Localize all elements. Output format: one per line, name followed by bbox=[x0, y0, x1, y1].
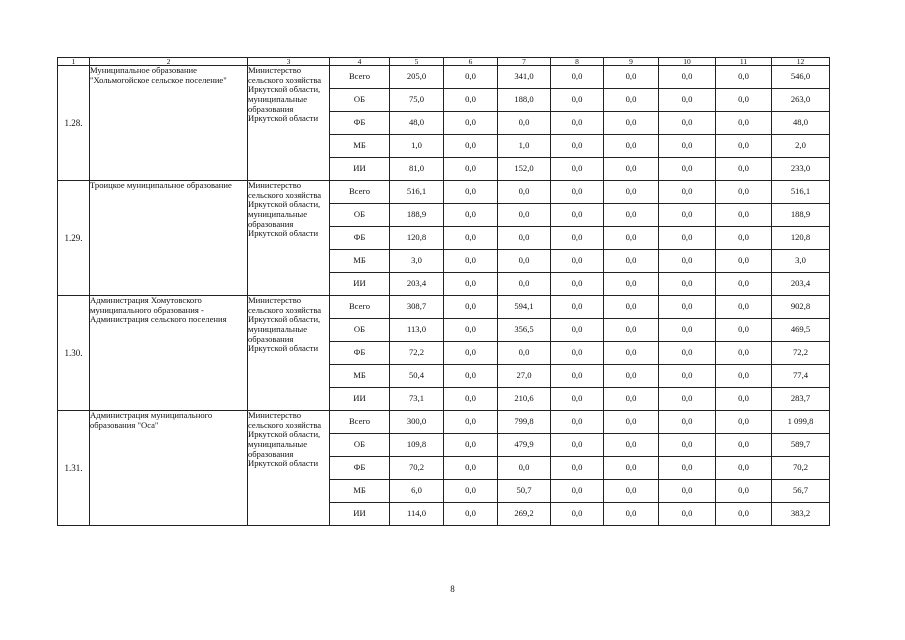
value-cell: 152,0 bbox=[498, 158, 551, 181]
value-cell: 2,0 bbox=[772, 135, 830, 158]
value-cell: 0,0 bbox=[551, 388, 604, 411]
value-cell: 0,0 bbox=[444, 135, 498, 158]
value-cell: 0,0 bbox=[498, 204, 551, 227]
value-cell: 0,0 bbox=[659, 66, 716, 89]
value-cell: 0,0 bbox=[716, 365, 772, 388]
value-cell: 0,0 bbox=[716, 181, 772, 204]
value-cell: 308,7 bbox=[390, 296, 444, 319]
value-cell: 188,0 bbox=[498, 89, 551, 112]
value-cell: 0,0 bbox=[498, 273, 551, 296]
value-cell: 0,0 bbox=[604, 181, 659, 204]
value-cell: 0,0 bbox=[604, 135, 659, 158]
value-cell: 0,0 bbox=[659, 319, 716, 342]
value-cell: 0,0 bbox=[659, 411, 716, 434]
value-cell: 0,0 bbox=[659, 365, 716, 388]
value-cell: 0,0 bbox=[716, 158, 772, 181]
funding-source-label: Всего bbox=[330, 181, 390, 204]
municipality-name: Администрация муниципального образования "Оса" bbox=[90, 411, 248, 526]
value-cell: 0,0 bbox=[659, 227, 716, 250]
value-cell: 0,0 bbox=[444, 204, 498, 227]
value-cell: 73,1 bbox=[390, 388, 444, 411]
value-cell: 0,0 bbox=[659, 273, 716, 296]
value-cell: 0,0 bbox=[551, 457, 604, 480]
value-cell: 0,0 bbox=[659, 503, 716, 526]
value-cell: 48,0 bbox=[772, 112, 830, 135]
value-cell: 0,0 bbox=[716, 388, 772, 411]
value-cell: 0,0 bbox=[551, 135, 604, 158]
funding-source-label: ФБ bbox=[330, 227, 390, 250]
value-cell: 120,8 bbox=[772, 227, 830, 250]
funding-source-label: Всего bbox=[330, 296, 390, 319]
value-cell: 0,0 bbox=[444, 480, 498, 503]
value-cell: 0,0 bbox=[498, 250, 551, 273]
value-cell: 0,0 bbox=[659, 342, 716, 365]
value-cell: 383,2 bbox=[772, 503, 830, 526]
value-cell: 188,9 bbox=[772, 204, 830, 227]
funding-source-label: ФБ bbox=[330, 457, 390, 480]
column-number-row bbox=[58, 58, 830, 66]
value-cell: 203,4 bbox=[390, 273, 444, 296]
value-cell: 0,0 bbox=[716, 273, 772, 296]
value-cell: 0,0 bbox=[604, 434, 659, 457]
table-row bbox=[58, 181, 830, 204]
value-cell: 27,0 bbox=[498, 365, 551, 388]
funding-source-label: ИИ bbox=[330, 158, 390, 181]
value-cell: 109,8 bbox=[390, 434, 444, 457]
column-number: 1 bbox=[58, 58, 90, 66]
column-number: 3 bbox=[248, 58, 330, 66]
column-number: 6 bbox=[444, 58, 498, 66]
value-cell: 0,0 bbox=[604, 503, 659, 526]
value-cell: 0,0 bbox=[551, 411, 604, 434]
value-cell: 0,0 bbox=[659, 158, 716, 181]
value-cell: 0,0 bbox=[444, 181, 498, 204]
value-cell: 3,0 bbox=[772, 250, 830, 273]
value-cell: 0,0 bbox=[604, 457, 659, 480]
executor-name: Министерство сельского хозяйства Иркутской области, муниципальные образования Иркутской области bbox=[248, 181, 330, 296]
funding-source-label: ОБ bbox=[330, 319, 390, 342]
value-cell: 0,0 bbox=[444, 319, 498, 342]
value-cell: 72,2 bbox=[772, 342, 830, 365]
value-cell: 0,0 bbox=[604, 388, 659, 411]
value-cell: 0,0 bbox=[551, 342, 604, 365]
value-cell: 0,0 bbox=[604, 89, 659, 112]
item-code: 1.31. bbox=[58, 411, 90, 526]
value-cell: 233,0 bbox=[772, 158, 830, 181]
value-cell: 0,0 bbox=[604, 158, 659, 181]
value-cell: 0,0 bbox=[551, 181, 604, 204]
value-cell: 0,0 bbox=[444, 158, 498, 181]
value-cell: 0,0 bbox=[604, 319, 659, 342]
value-cell: 3,0 bbox=[390, 250, 444, 273]
funding-source-label: ОБ bbox=[330, 204, 390, 227]
value-cell: 0,0 bbox=[444, 457, 498, 480]
column-number: 8 bbox=[551, 58, 604, 66]
value-cell: 300,0 bbox=[390, 411, 444, 434]
column-number: 10 bbox=[659, 58, 716, 66]
municipality-name: Муниципальное образование "Хольмогойское сельское поселение" bbox=[90, 66, 248, 181]
value-cell: 0,0 bbox=[659, 181, 716, 204]
value-cell: 0,0 bbox=[604, 227, 659, 250]
value-cell: 0,0 bbox=[659, 112, 716, 135]
value-cell: 0,0 bbox=[444, 388, 498, 411]
value-cell: 50,7 bbox=[498, 480, 551, 503]
value-cell: 263,0 bbox=[772, 89, 830, 112]
value-cell: 0,0 bbox=[444, 503, 498, 526]
value-cell: 0,0 bbox=[716, 480, 772, 503]
value-cell: 114,0 bbox=[390, 503, 444, 526]
value-cell: 70,2 bbox=[390, 457, 444, 480]
page-number: 8 bbox=[450, 584, 455, 594]
value-cell: 0,0 bbox=[659, 480, 716, 503]
item-code: 1.30. bbox=[58, 296, 90, 411]
value-cell: 0,0 bbox=[444, 250, 498, 273]
value-cell: 0,0 bbox=[716, 503, 772, 526]
value-cell: 203,4 bbox=[772, 273, 830, 296]
value-cell: 902,8 bbox=[772, 296, 830, 319]
value-cell: 56,7 bbox=[772, 480, 830, 503]
value-cell: 0,0 bbox=[444, 342, 498, 365]
value-cell: 0,0 bbox=[716, 250, 772, 273]
value-cell: 0,0 bbox=[551, 227, 604, 250]
table-row bbox=[58, 296, 830, 319]
table-row bbox=[58, 411, 830, 434]
column-number: 12 bbox=[772, 58, 830, 66]
value-cell: 0,0 bbox=[716, 89, 772, 112]
value-cell: 1,0 bbox=[390, 135, 444, 158]
value-cell: 0,0 bbox=[498, 181, 551, 204]
value-cell: 341,0 bbox=[498, 66, 551, 89]
value-cell: 0,0 bbox=[444, 112, 498, 135]
value-cell: 1 099,8 bbox=[772, 411, 830, 434]
value-cell: 120,8 bbox=[390, 227, 444, 250]
value-cell: 0,0 bbox=[716, 342, 772, 365]
column-number: 2 bbox=[90, 58, 248, 66]
value-cell: 0,0 bbox=[498, 112, 551, 135]
value-cell: 0,0 bbox=[551, 434, 604, 457]
value-cell: 0,0 bbox=[604, 112, 659, 135]
funding-source-label: МБ bbox=[330, 135, 390, 158]
municipality-name: Администрация Хомутовского муниципального образования - Администрация сельского поселения bbox=[90, 296, 248, 411]
value-cell: 205,0 bbox=[390, 66, 444, 89]
value-cell: 0,0 bbox=[498, 342, 551, 365]
value-cell: 0,0 bbox=[551, 480, 604, 503]
executor-name: Министерство сельского хозяйства Иркутской области, муниципальные образования Иркутской области bbox=[248, 296, 330, 411]
funding-source-label: ИИ bbox=[330, 388, 390, 411]
budget-table bbox=[57, 57, 830, 526]
value-cell: 0,0 bbox=[444, 296, 498, 319]
value-cell: 0,0 bbox=[551, 204, 604, 227]
value-cell: 594,1 bbox=[498, 296, 551, 319]
value-cell: 0,0 bbox=[444, 273, 498, 296]
value-cell: 77,4 bbox=[772, 365, 830, 388]
value-cell: 0,0 bbox=[551, 89, 604, 112]
value-cell: 0,0 bbox=[716, 204, 772, 227]
value-cell: 6,0 bbox=[390, 480, 444, 503]
value-cell: 0,0 bbox=[498, 457, 551, 480]
value-cell: 516,1 bbox=[390, 181, 444, 204]
value-cell: 479,9 bbox=[498, 434, 551, 457]
value-cell: 0,0 bbox=[604, 250, 659, 273]
value-cell: 210,6 bbox=[498, 388, 551, 411]
value-cell: 0,0 bbox=[551, 273, 604, 296]
value-cell: 283,7 bbox=[772, 388, 830, 411]
value-cell: 0,0 bbox=[604, 342, 659, 365]
value-cell: 589,7 bbox=[772, 434, 830, 457]
value-cell: 0,0 bbox=[716, 112, 772, 135]
funding-source-label: ОБ bbox=[330, 89, 390, 112]
column-number: 11 bbox=[716, 58, 772, 66]
value-cell: 0,0 bbox=[716, 319, 772, 342]
value-cell: 0,0 bbox=[659, 434, 716, 457]
column-number: 4 bbox=[330, 58, 390, 66]
funding-source-label: ФБ bbox=[330, 342, 390, 365]
value-cell: 0,0 bbox=[551, 66, 604, 89]
value-cell: 0,0 bbox=[659, 89, 716, 112]
table-row bbox=[58, 66, 830, 89]
value-cell: 0,0 bbox=[659, 250, 716, 273]
funding-source-label: ФБ bbox=[330, 112, 390, 135]
value-cell: 0,0 bbox=[498, 227, 551, 250]
value-cell: 516,1 bbox=[772, 181, 830, 204]
value-cell: 0,0 bbox=[604, 296, 659, 319]
funding-source-label: МБ bbox=[330, 250, 390, 273]
value-cell: 1,0 bbox=[498, 135, 551, 158]
value-cell: 0,0 bbox=[716, 457, 772, 480]
value-cell: 546,0 bbox=[772, 66, 830, 89]
value-cell: 70,2 bbox=[772, 457, 830, 480]
value-cell: 0,0 bbox=[551, 503, 604, 526]
value-cell: 0,0 bbox=[551, 365, 604, 388]
value-cell: 0,0 bbox=[551, 296, 604, 319]
value-cell: 188,9 bbox=[390, 204, 444, 227]
value-cell: 0,0 bbox=[716, 66, 772, 89]
table-body bbox=[58, 66, 830, 526]
value-cell: 469,5 bbox=[772, 319, 830, 342]
value-cell: 0,0 bbox=[716, 135, 772, 158]
value-cell: 0,0 bbox=[551, 319, 604, 342]
value-cell: 0,0 bbox=[716, 296, 772, 319]
value-cell: 0,0 bbox=[659, 388, 716, 411]
value-cell: 0,0 bbox=[716, 227, 772, 250]
executor-name: Министерство сельского хозяйства Иркутской области, муниципальные образования Иркутской области bbox=[248, 66, 330, 181]
value-cell: 0,0 bbox=[551, 158, 604, 181]
value-cell: 356,5 bbox=[498, 319, 551, 342]
value-cell: 75,0 bbox=[390, 89, 444, 112]
value-cell: 0,0 bbox=[444, 66, 498, 89]
value-cell: 81,0 bbox=[390, 158, 444, 181]
value-cell: 0,0 bbox=[551, 250, 604, 273]
value-cell: 0,0 bbox=[604, 273, 659, 296]
value-cell: 0,0 bbox=[604, 204, 659, 227]
value-cell: 0,0 bbox=[444, 411, 498, 434]
funding-source-label: МБ bbox=[330, 480, 390, 503]
value-cell: 50,4 bbox=[390, 365, 444, 388]
value-cell: 0,0 bbox=[604, 411, 659, 434]
column-number: 9 bbox=[604, 58, 659, 66]
executor-name: Министерство сельского хозяйства Иркутской области, муниципальные образования Иркутской области bbox=[248, 411, 330, 526]
column-number: 5 bbox=[390, 58, 444, 66]
value-cell: 0,0 bbox=[444, 227, 498, 250]
column-number: 7 bbox=[498, 58, 551, 66]
value-cell: 0,0 bbox=[659, 204, 716, 227]
funding-source-label: МБ bbox=[330, 365, 390, 388]
funding-source-label: ИИ bbox=[330, 273, 390, 296]
value-cell: 0,0 bbox=[444, 434, 498, 457]
value-cell: 269,2 bbox=[498, 503, 551, 526]
value-cell: 799,8 bbox=[498, 411, 551, 434]
value-cell: 0,0 bbox=[604, 66, 659, 89]
value-cell: 0,0 bbox=[659, 296, 716, 319]
value-cell: 0,0 bbox=[604, 480, 659, 503]
funding-source-label: ИИ bbox=[330, 503, 390, 526]
value-cell: 113,0 bbox=[390, 319, 444, 342]
value-cell: 0,0 bbox=[659, 457, 716, 480]
value-cell: 0,0 bbox=[716, 434, 772, 457]
item-code: 1.28. bbox=[58, 66, 90, 181]
funding-source-label: Всего bbox=[330, 66, 390, 89]
funding-source-label: ОБ bbox=[330, 434, 390, 457]
value-cell: 0,0 bbox=[604, 365, 659, 388]
value-cell: 0,0 bbox=[444, 89, 498, 112]
value-cell: 0,0 bbox=[444, 365, 498, 388]
value-cell: 0,0 bbox=[659, 135, 716, 158]
municipality-name: Троицкое муниципальное образование bbox=[90, 181, 248, 296]
funding-source-label: Всего bbox=[330, 411, 390, 434]
value-cell: 72,2 bbox=[390, 342, 444, 365]
value-cell: 0,0 bbox=[551, 112, 604, 135]
value-cell: 0,0 bbox=[716, 411, 772, 434]
value-cell: 48,0 bbox=[390, 112, 444, 135]
item-code: 1.29. bbox=[58, 181, 90, 296]
